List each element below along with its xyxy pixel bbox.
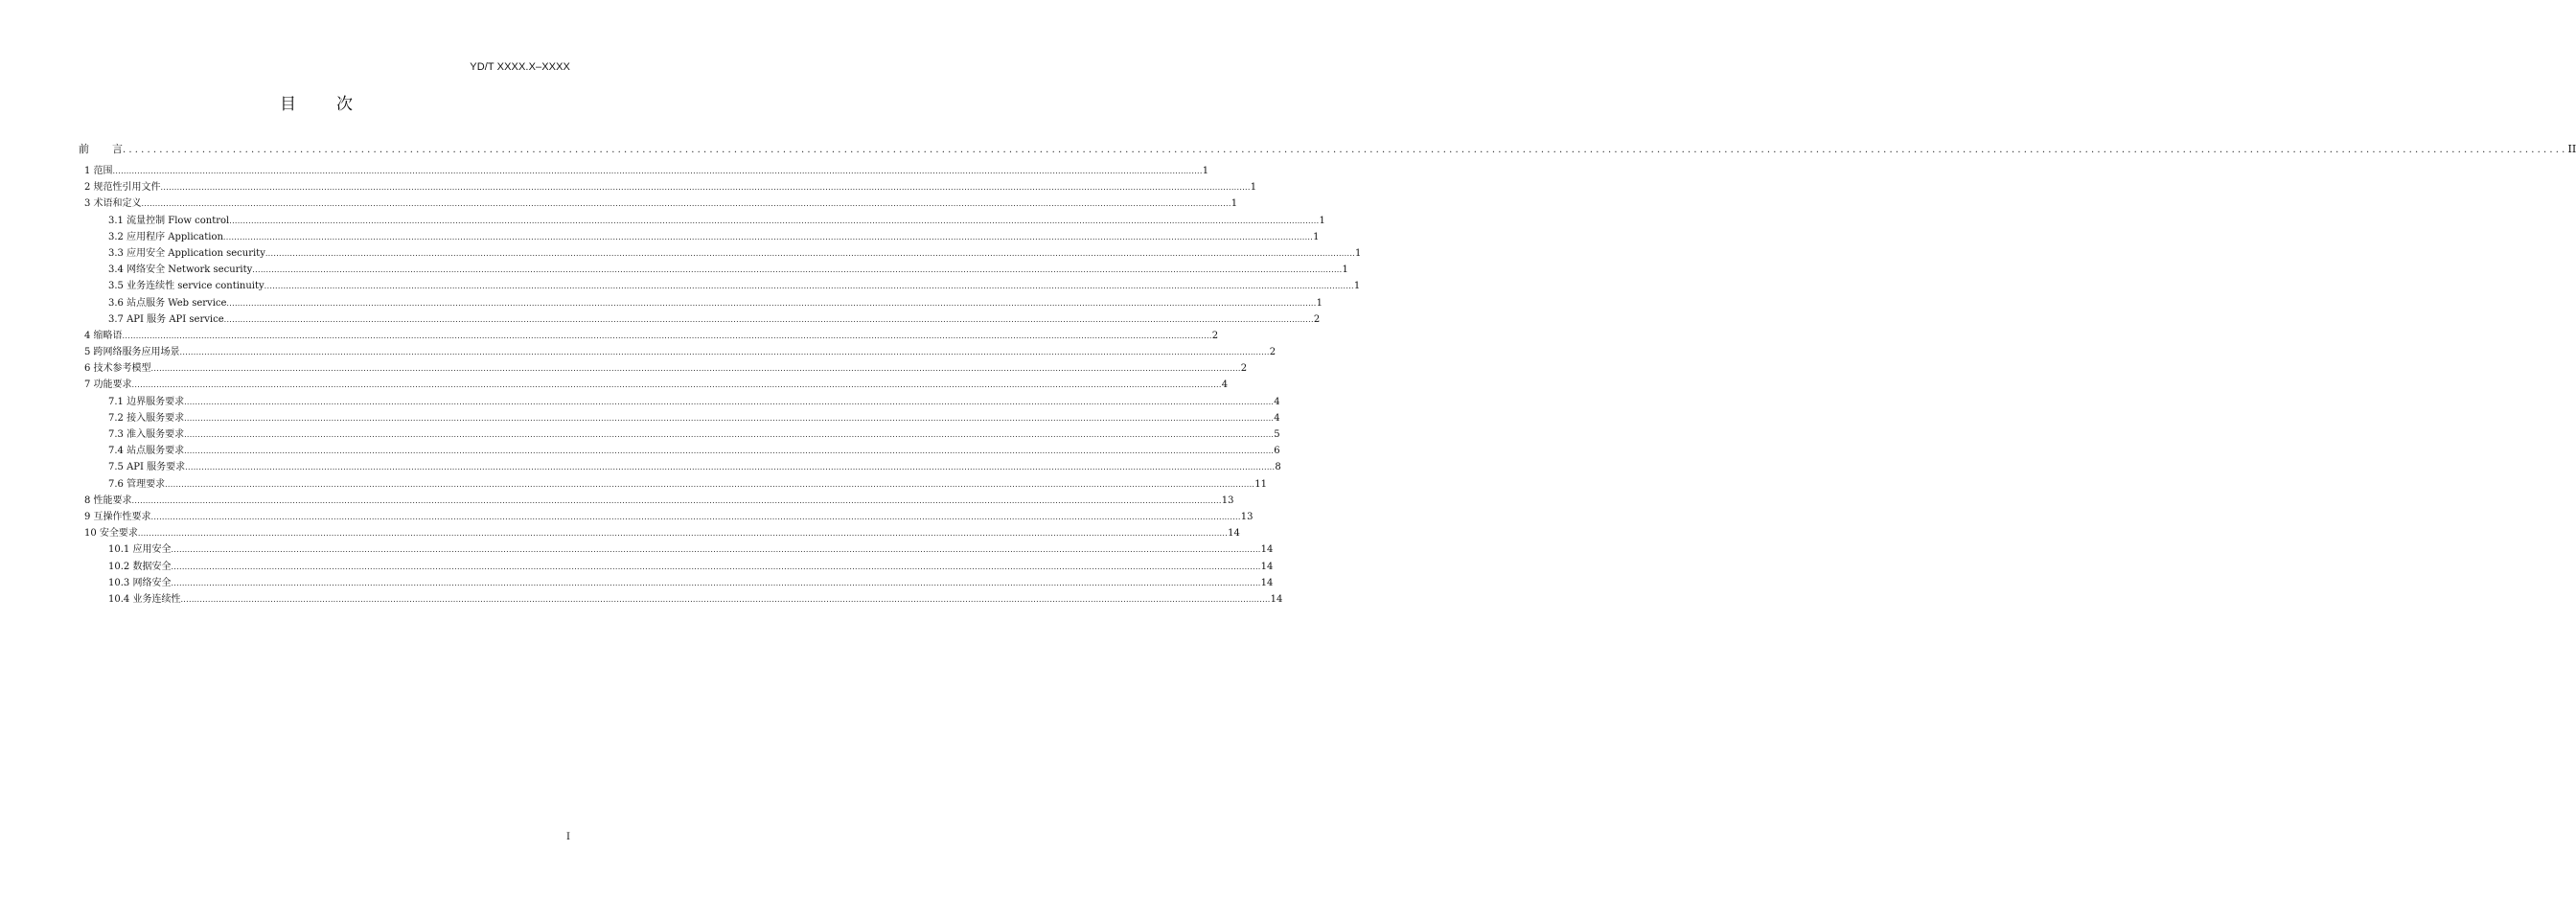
toc-entry[interactable] <box>79 311 1321 328</box>
toc-entry-label: 7.4 站点服务要求 <box>108 446 185 457</box>
toc-dot-leader: ................................................................................................................................................................................................................................................................................................................................................................................................................ <box>184 397 1275 406</box>
toc-entry[interactable] <box>79 426 1280 443</box>
toc-dot-leader: ................................................................................................................................................................................................................................................................................................................................................................................................................ <box>184 413 1275 423</box>
toc-entry-page: 1 <box>1316 297 1322 309</box>
toc-dot-leader: ................................................................................................................................................................................................................................................................................................................................................................................................................ <box>131 495 1222 505</box>
toc-entry-foreword[interactable] <box>79 140 2576 159</box>
toc-entry-label: 7.6 管理要求 <box>108 478 166 490</box>
toc-entry[interactable] <box>79 591 1283 608</box>
toc-dot-leader: ................................................................................................................................................................................................................................................................................................................................................................................................................ <box>165 479 1255 489</box>
toc-entry[interactable] <box>79 509 1254 525</box>
toc-dot-leader: ................................................................................................................................................................................................................................................................................................................................................................................................................ <box>184 430 1275 439</box>
toc-entry-page: 2 <box>1211 330 1219 341</box>
toc-title-char: 目 <box>280 95 298 114</box>
toc-entry[interactable] <box>79 278 1361 294</box>
toc-entry[interactable] <box>79 459 1281 475</box>
toc-entry-label: 2 规范性引用文件 <box>84 182 161 194</box>
toc-entry[interactable] <box>79 493 1234 509</box>
toc-entry[interactable] <box>79 245 1362 262</box>
toc-entry-label: 3 术语和定义 <box>84 198 142 210</box>
toc-dot-leader: ................................................................................................................................................................................................................................................................................................................................................................................................................ <box>141 199 1231 209</box>
document-code: YD/T XXXX.X–XXXX <box>470 61 570 73</box>
toc-entry[interactable] <box>79 443 1280 459</box>
toc-dot-leader: ................................................................................................................................................................................................................................................................................................................................................................................................................ <box>264 282 1354 291</box>
toc-entry-page: 4 <box>1221 380 1229 391</box>
toc-entry[interactable] <box>79 179 1257 196</box>
toc-entry-page: 13 <box>1240 511 1254 522</box>
toc-entry-page: 14 <box>1260 561 1274 572</box>
toc-entry[interactable] <box>79 328 1219 344</box>
toc-entry-page: II <box>2567 143 2576 155</box>
toc-entry-page: 4 <box>1274 412 1280 424</box>
toc-entry-label: 3.4 网络安全 Network security <box>108 264 253 276</box>
toc-dot-leader: ................................................................................................................................................................................................................................................................................................................................................................................................................ <box>137 529 1229 539</box>
toc-entry-label: 10.3 网络安全 <box>108 577 172 588</box>
toc-entry[interactable] <box>79 163 1209 179</box>
toc-entry[interactable] <box>79 377 1229 393</box>
toc-entry-label: 9 互操作性要求 <box>84 511 151 522</box>
toc-dot-leader: ................................................................................................................................................................................................................................................................................................................................................................................................................ <box>122 331 1212 340</box>
toc-dot-leader: ................................................................................................................................................................................................................................................................................................................................................................................................................ <box>131 380 1222 390</box>
toc-entry-page: 1 <box>1250 182 1257 194</box>
toc-title-char: 次 <box>336 95 355 114</box>
toc-entry-label: 7.5 API 服务要求 <box>108 462 186 473</box>
toc-dot-leader: ................................................................................................................................................................................................................................................................................................................................................................................................................ <box>185 463 1276 472</box>
toc-entry-page: 1 <box>1342 264 1348 276</box>
toc-title <box>0 90 634 114</box>
toc-entry-label: 3.2 应用程序 Application <box>108 231 223 242</box>
toc-dot-leader: ................................................................................................................................................................................................................................................................................................................................................................................................................ <box>226 298 1317 308</box>
toc-entry[interactable] <box>79 344 1276 360</box>
toc-entry-page: 2 <box>1240 363 1248 375</box>
toc-entry-page: 1 <box>1313 231 1320 242</box>
toc-entry[interactable] <box>79 295 1322 311</box>
toc-entry-page: 13 <box>1221 494 1234 506</box>
toc-entry[interactable] <box>79 559 1274 575</box>
toc-entry-page: 14 <box>1270 593 1283 605</box>
toc-entry-label: 3.1 流量控制 Flow control <box>108 215 230 226</box>
toc-entry-label: 7.2 接入服务要求 <box>108 412 185 424</box>
toc-entry-page: 2 <box>1313 313 1321 325</box>
toc-entry-page: 11 <box>1254 478 1268 490</box>
toc-entry-page: 1 <box>1202 166 1209 176</box>
toc-dot-leader: ................................................................................................................................................................................................................................................................................................................................................................................................................ <box>171 578 1261 587</box>
toc-entry-page: 14 <box>1260 577 1274 588</box>
toc-entry-page: 14 <box>1228 528 1240 540</box>
toc-dot-leader: ................................................................................................................................................................................................................................................................................................................................................................................................................ <box>160 183 1251 193</box>
toc-dot-leader: ................................................................................................................................................................................................................................................................................................................................................................................................................ <box>264 248 1356 258</box>
toc-entry-label: 10.2 数据安全 <box>108 561 172 572</box>
toc-entry[interactable] <box>79 262 1348 278</box>
toc-entry-list <box>79 163 1362 608</box>
toc-entry[interactable] <box>79 229 1320 245</box>
page-number: I <box>566 832 570 842</box>
toc-entry[interactable] <box>79 394 1280 410</box>
toc-entry-page: 2 <box>1269 347 1276 358</box>
toc-entry[interactable] <box>79 410 1280 426</box>
toc-entry-label: 3.6 站点服务 Web service <box>108 297 227 309</box>
toc-entry[interactable] <box>79 213 1325 229</box>
toc-entry-page: 1 <box>1355 247 1362 259</box>
toc-entry[interactable] <box>79 360 1248 377</box>
toc-entry-page: 5 <box>1274 429 1280 440</box>
toc-entry-page: 1 <box>1353 281 1361 292</box>
toc-dot-leader: ................................................................................................................................................................................................................................................................................................................................................................................................................ <box>180 594 1271 604</box>
toc-entry-label: 10.4 业务连续性 <box>108 593 181 605</box>
toc-entry[interactable] <box>79 196 1238 212</box>
toc-dot-leader: ................................................................................................................................................................................................................................................................................................................................................................................................................ <box>171 562 1261 571</box>
toc-entry[interactable] <box>79 525 1240 541</box>
toc-dot-leader: ................................................................................................................................................................................................................................................................................................................................................................................................................ <box>222 232 1314 242</box>
toc-dot-leader: ................................................................................................................................................................................................................................................................................................................................................................................................................ <box>223 314 1314 324</box>
toc-entry-label: 3.3 应用安全 Application security <box>108 247 265 259</box>
toc-dot-leader: ................................................................................................................................................................................................................................................................................................................................................................................................................ <box>123 145 2568 155</box>
toc-entry-page: 1 <box>1319 215 1325 226</box>
toc-entry-page: 1 <box>1230 198 1238 210</box>
toc-dot-leader: ................................................................................................................................................................................................................................................................................................................................................................................................................ <box>179 348 1270 357</box>
table-of-contents <box>79 140 2576 608</box>
toc-entry-label: 10 安全要求 <box>84 528 138 540</box>
toc-entry-page: 8 <box>1275 462 1281 473</box>
toc-entry-label: 3.5 业务连续性 service continuity <box>108 281 264 292</box>
toc-entry-page: 14 <box>1260 544 1274 556</box>
toc-entry-label: 4 缩略语 <box>84 330 123 341</box>
toc-entry[interactable] <box>79 575 1274 591</box>
toc-entry-page: 4 <box>1274 396 1280 407</box>
toc-entry-label: 1 范围 <box>84 166 113 176</box>
toc-entry[interactable] <box>79 476 1268 493</box>
toc-entry-label: 6 技术参考模型 <box>84 363 151 375</box>
toc-entry-label: 3.7 API 服务 API service <box>108 313 224 325</box>
toc-dot-leader: ................................................................................................................................................................................................................................................................................................................................................................................................................ <box>229 216 1320 225</box>
toc-entry-label: 8 性能要求 <box>84 494 132 506</box>
toc-entry-label: 10.1 应用安全 <box>108 544 172 556</box>
toc-dot-leader: ................................................................................................................................................................................................................................................................................................................................................................................................................ <box>184 447 1275 456</box>
toc-dot-leader: ................................................................................................................................................................................................................................................................................................................................................................................................................ <box>252 265 1343 275</box>
toc-dot-leader: ................................................................................................................................................................................................................................................................................................................................................................................................................ <box>171 545 1261 555</box>
toc-entry-label: 5 跨网络服务应用场景 <box>84 347 180 358</box>
toc-entry-label: 7 功能要求 <box>84 380 132 391</box>
toc-entry-page: 6 <box>1274 446 1280 457</box>
toc-dot-leader: ................................................................................................................................................................................................................................................................................................................................................................................................................ <box>150 364 1241 374</box>
toc-entry-label: 前 言 <box>79 143 123 155</box>
toc-entry-label: 7.1 边界服务要求 <box>108 396 185 407</box>
toc-entry-label: 7.3 准入服务要求 <box>108 429 185 440</box>
toc-entry[interactable] <box>79 541 1274 558</box>
toc-dot-leader: ................................................................................................................................................................................................................................................................................................................................................................................................................ <box>112 167 1203 175</box>
toc-dot-leader: ................................................................................................................................................................................................................................................................................................................................................................................................................ <box>150 512 1241 521</box>
